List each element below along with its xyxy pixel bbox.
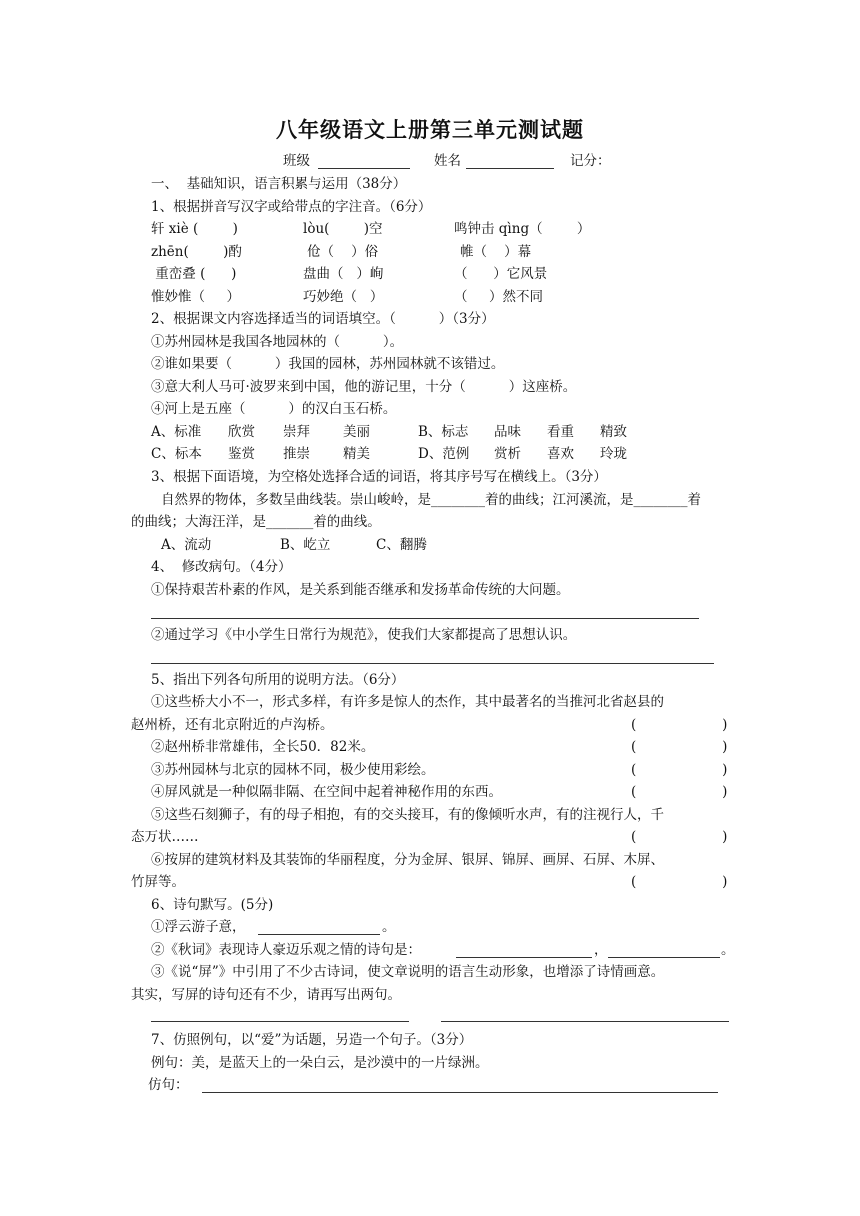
q6-item-2-end: 。	[721, 942, 735, 958]
q2-opt-a-2: 欣赏	[228, 424, 255, 440]
q2-opt-b-3: 看重	[547, 424, 574, 440]
q6-heading: 6、诗句默写。(5分)	[151, 897, 274, 913]
q4-answer-line-2[interactable]	[151, 663, 714, 664]
name-label: 姓名	[434, 153, 461, 169]
q5-answer-2[interactable]: ( )	[631, 739, 728, 755]
q2-opt-d-4: 玲珑	[600, 446, 627, 462]
q1-r4-c3: （ ）然不同	[454, 289, 543, 305]
score-label: 记分：	[570, 153, 611, 169]
q4-item-1: ①保持艰苦朴素的作风，是关系到能否继承和发扬革命传统的大问题。	[151, 582, 570, 598]
class-blank[interactable]	[318, 168, 410, 169]
q7-example: 例句：美，是蓝天上的一朵白云，是沙漠中的一片绿洲。	[151, 1055, 489, 1071]
q6-answer-line-b[interactable]	[441, 1021, 729, 1022]
q2-item-3: ③意大利人马可·波罗来到中国，他的游记里，十分（ ）这座桥。	[151, 379, 577, 395]
q1-r2-c2: 伧（ ）俗	[307, 244, 379, 260]
q6-item-3a: ③《说“屏”》中引用了不少古诗词，使文章说明的语言生动形象，也增添了诗情画意。	[151, 964, 665, 980]
q5-answer-6[interactable]: ( )	[631, 874, 728, 890]
q6-item-1: ①浮云游子意，	[151, 919, 246, 935]
q3-passage-line-2: 的曲线；大海汪洋，是_______着的曲线。	[131, 514, 381, 530]
q2-opt-d-2: 赏析	[494, 446, 521, 462]
q1-r4-c2: 巧妙绝（ ）	[303, 289, 384, 305]
q1-r1-c1: 轩 xiè ( )	[151, 221, 238, 237]
q2-opt-a: A、标准	[151, 424, 202, 440]
q4-heading: 4、 修改病句。（4分）	[151, 559, 292, 575]
q2-opt-c-4: 精美	[343, 446, 370, 462]
q7-imitate-label: 仿句：	[148, 1077, 189, 1093]
q1-r4-c1: 惟妙惟（ ）	[151, 289, 240, 305]
q6-blank-2a[interactable]	[456, 957, 592, 958]
q6-blank-1[interactable]	[258, 934, 380, 935]
class-label: 班级	[283, 153, 310, 169]
q2-heading: 2、根据课文内容选择适当的词语填空。（ ）（3分）	[151, 311, 495, 327]
q2-opt-b: B、标志	[418, 424, 469, 440]
q2-opt-b-4: 精致	[600, 424, 627, 440]
q3-passage-line-1: 自然界的物体，多数呈曲线装。崇山峻岭，是________着的曲线；江河溪流，是________着	[161, 492, 701, 508]
q3-heading: 3、根据下面语境，为空格处选择合适的词语，将其序号写在横线上。（3分）	[151, 469, 607, 485]
page-title: 八年级语文上册第三单元测试题	[276, 118, 584, 142]
q1-r1-c3: 鸣钟击 qìng（ ）	[454, 221, 591, 237]
q2-opt-d: D、范例	[418, 446, 470, 462]
q5-item-2: ②赵州桥非常雄伟，全长50．82米。	[151, 739, 375, 755]
q6-item-2: ②《秋词》表现诗人豪迈乐观之情的诗句是：	[151, 942, 421, 958]
q3-opt-b: B、屹立	[280, 537, 331, 553]
q2-opt-c-3: 推崇	[283, 446, 310, 462]
q7-answer-line[interactable]	[202, 1092, 718, 1093]
q1-r1-c2: lòu( )空	[303, 221, 383, 237]
q5-item-3: ③苏州园林与北京的园林不同，极少使用彩绘。	[151, 762, 435, 778]
q6-answer-line-a[interactable]	[151, 1021, 409, 1022]
q5-item-6a: ⑥按屏的建筑材料及其装饰的华丽程度，分为金屏、银屏、锦屏、画屏、石屏、木屏、	[151, 852, 664, 868]
q2-opt-a-4: 美丽	[343, 424, 370, 440]
q5-item-5a: ⑤这些石刻狮子，有的母子相抱，有的交头接耳，有的像倾听水声，有的注视行人，千	[151, 807, 664, 823]
q5-answer-3[interactable]: ( )	[631, 762, 728, 778]
q6-blank-2b[interactable]	[608, 957, 720, 958]
q2-item-4: ④河上是五座（ ）的汉白玉石桥。	[151, 401, 397, 417]
q4-item-2: ②通过学习《中小学生日常行为规范》，使我们大家都提高了思想认识。	[151, 627, 577, 643]
q1-r3-c2: 盘曲（ ）峋	[303, 266, 384, 282]
q3-opt-c: C、翻腾	[376, 537, 427, 553]
q2-opt-d-3: 喜欢	[547, 446, 574, 462]
q1-heading: 1、根据拼音写汉字或给带点的字注音。（6分）	[151, 199, 432, 215]
section-1-heading: 一、 基础知识，语言积累与运用（38分）	[151, 176, 407, 192]
q5-item-4: ④屏风就是一种似隔非隔、在空间中起着神秘作用的东西。	[151, 784, 502, 800]
q5-answer-5[interactable]: ( )	[631, 829, 728, 845]
q1-r2-c3: 帷（ ）幕	[460, 244, 532, 260]
q2-opt-c: C、标本	[151, 446, 202, 462]
q5-item-1b: 赵州桥，还有北京附近的卢沟桥。	[131, 717, 334, 733]
q2-opt-b-2: 品味	[494, 424, 521, 440]
q2-opt-c-2: 鉴赏	[228, 446, 255, 462]
q6-item-2-comma: ，	[594, 942, 608, 958]
q1-r2-c1: zhēn( )酌	[151, 244, 242, 260]
name-blank[interactable]	[466, 168, 554, 169]
q5-item-1a: ①这些桥大小不一，形式多样，有许多是惊人的杰作，其中最著名的当推河北省赵县的	[151, 694, 664, 710]
q2-item-1: ①苏州园林是我国各地园林的（ ）。	[151, 334, 404, 350]
q5-answer-1[interactable]: ( )	[631, 717, 728, 733]
q5-item-6b: 竹屏等。	[131, 874, 185, 890]
q7-heading: 7、仿照例句，以“爱”为话题，另造一个句子。（3分）	[151, 1032, 473, 1048]
q5-item-5b: 态万状……	[131, 829, 199, 845]
q1-r3-c3: （ ）它风景	[454, 266, 548, 282]
q4-answer-line-1[interactable]	[151, 618, 699, 619]
q2-opt-a-3: 崇拜	[283, 424, 310, 440]
q6-item-3b: 其实，写屏的诗句还有不少，请再写出两句。	[131, 987, 401, 1003]
q5-heading: 5、指出下列各句所用的说明方法。（6分）	[151, 672, 405, 688]
q5-answer-4[interactable]: ( )	[631, 784, 728, 800]
q2-item-2: ②谁如果要（ ）我国的园林，苏州园林就不该错过。	[151, 356, 505, 372]
q3-opt-a: A、流动	[161, 537, 212, 553]
q1-r3-c1: 重峦叠 ( )	[151, 266, 237, 282]
q6-item-1-end: 。	[382, 919, 396, 935]
